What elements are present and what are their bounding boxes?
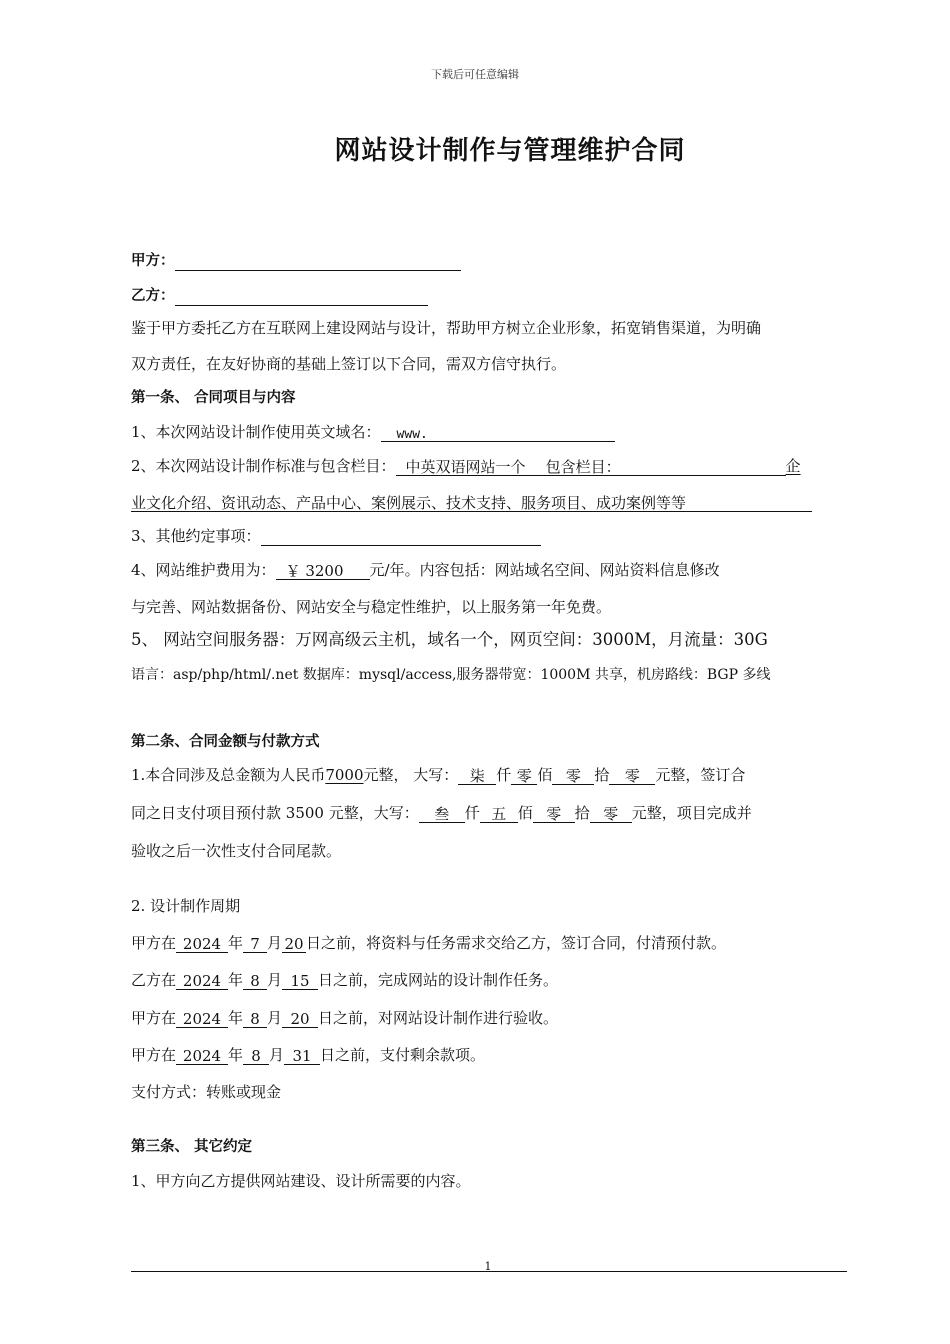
- total-amount: 7000: [325, 766, 364, 784]
- columns-field: [131, 493, 812, 512]
- prepay-tail: 元整，项目完成并: [631, 804, 752, 822]
- article1-item5-line2: 语言：asp/php/html/.net 数据库：mysql/access,服务器带宽：1000M 共享，机房路线：BGP 多线: [131, 667, 771, 683]
- total-digit-2: 零: [511, 766, 537, 785]
- standard-label: 2、本次网站设计制作标准与包含栏目：: [131, 457, 396, 475]
- domain-field: [381, 423, 615, 442]
- schedule-rest: 日之前，对网站设计制作进行验收。: [318, 1009, 559, 1027]
- total-digit-1: 柒: [458, 766, 496, 785]
- columns-first-char: 企: [785, 457, 801, 475]
- article2-p3: 验收之后一次性支付合同尾款。: [131, 842, 342, 860]
- maintenance-content: 元/年。内容包括：网站域名空间、网站资料信息修改: [369, 561, 720, 579]
- standard-value: 中英双语网站一个: [405, 458, 526, 476]
- prepay-digit-3: 零: [533, 804, 575, 823]
- article1-item5-line1: 5、 网站空间服务器：万网高级云主机，域名一个，网页空间：3000M，月流量：30G: [131, 630, 768, 649]
- schedule-rest: 日之前，支付剩余款项。: [320, 1046, 486, 1064]
- month-char: 月: [269, 1046, 285, 1064]
- unit-shi: 拾: [594, 766, 610, 784]
- schedule-year: 2024: [176, 971, 228, 990]
- schedule-month: 8: [243, 1009, 267, 1028]
- total-digit-4: 零: [609, 766, 655, 785]
- year-char: 年: [228, 1046, 244, 1064]
- other-blank: [261, 527, 541, 546]
- party-a-line: [131, 251, 461, 271]
- year-char: 年: [228, 1009, 244, 1027]
- domain-value: www.: [396, 427, 428, 442]
- schedule-row: [131, 933, 726, 953]
- article1-item4-cont: 与完善、网站数据备份、网站安全与稳定性维护，以上服务第一年免费。: [131, 598, 612, 616]
- payment-method: 支付方式：转账或现金: [131, 1083, 282, 1101]
- article1-item2: [131, 456, 801, 476]
- total-tail: 元整，签订合: [655, 766, 746, 784]
- party-b-blank: [175, 287, 428, 306]
- article3-item1: 1、甲方向乙方提供网站建设、设计所需要的内容。: [131, 1172, 471, 1190]
- schedule-year: 2024: [176, 934, 228, 953]
- schedule-month: 8: [243, 971, 267, 990]
- article3-heading: 第三条、 其它约定: [131, 1139, 253, 1155]
- schedule-row: [131, 970, 558, 990]
- schedule-year: 2024: [176, 1009, 228, 1028]
- schedule-party: 甲方在: [131, 1046, 177, 1064]
- article2-p2: [131, 803, 752, 823]
- schedule-party: 甲方在: [131, 934, 177, 952]
- unit-shi-2: 拾: [574, 804, 590, 822]
- maintenance-field: [276, 561, 370, 580]
- schedule-row: [131, 1008, 558, 1028]
- schedule-day: 20: [282, 1009, 318, 1028]
- schedule-party: 甲方在: [131, 1009, 177, 1027]
- schedule-day: 20: [282, 934, 306, 953]
- maintenance-label: 4、网站维护费用为：: [131, 561, 276, 579]
- columns-label: 包含栏目：: [545, 458, 621, 476]
- intro-line-1: 鉴于甲方委托乙方在互联网上建设网站与设计，帮助甲方树立企业形象，拓宽销售渠道，为明确: [131, 319, 762, 337]
- month-char: 月: [267, 934, 283, 952]
- standard-field: [396, 457, 786, 476]
- schedule-day: 15: [282, 971, 318, 990]
- intro-line-2: 双方责任，在友好协商的基础上签订以下合同，需双方信守执行。: [131, 355, 567, 373]
- article1-item2-cont: [131, 492, 812, 512]
- party-b-label: 乙方：: [131, 288, 175, 304]
- article2-p1: [131, 765, 745, 785]
- schedule-party: 乙方在: [131, 971, 177, 989]
- schedule-year: 2024: [176, 1046, 228, 1065]
- unit-bai: 佰: [537, 766, 553, 784]
- article2-heading: 第二条、合同金额与付款方式: [131, 734, 320, 750]
- other-label: 3、其他约定事项：: [131, 527, 261, 545]
- prepay-digit-1: 叁: [419, 804, 465, 823]
- header-note: 下载后可任意编辑: [431, 68, 519, 81]
- schedule-row: [131, 1045, 485, 1065]
- article1-item4: [131, 560, 720, 580]
- unit-bai-2: 佰: [517, 804, 533, 822]
- footer-divider: [131, 1271, 847, 1272]
- total-label: 1.本合同涉及总金额为人民币: [131, 766, 326, 784]
- columns-value: 业文化介绍、资讯动态、产品中心、案例展示、技术支持、服务项目、成功案例等等: [131, 494, 687, 512]
- month-char: 月: [267, 1009, 283, 1027]
- year-char: 年: [228, 971, 244, 989]
- total-caps-label: 元整， 大写：: [363, 766, 459, 784]
- schedule-month: 7: [243, 934, 267, 953]
- page-number: 1: [484, 1260, 492, 1273]
- prepay-digit-2: 五: [480, 804, 518, 823]
- party-a-blank: [175, 252, 461, 271]
- total-digit-3: 零: [552, 766, 594, 785]
- party-b-line: [131, 286, 428, 306]
- prepay-label: 同之日支付项目预付款 3500 元整，大写：: [131, 804, 419, 822]
- schedule-day: 31: [284, 1046, 320, 1065]
- prepay-digit-4: 零: [590, 804, 632, 823]
- month-char: 月: [267, 971, 283, 989]
- maintenance-amount: ￥ 3200: [285, 562, 344, 580]
- party-a-label: 甲方：: [131, 253, 175, 269]
- unit-qian: 仟: [496, 766, 512, 784]
- year-char: 年: [228, 934, 244, 952]
- schedule-rest: 日之前，完成网站的设计制作任务。: [318, 971, 559, 989]
- cycle-heading: 2. 设计制作周期: [131, 897, 241, 915]
- article1-item3: [131, 526, 541, 546]
- article1-item1: [131, 422, 615, 442]
- schedule-rest: 日之前，将资料与任务需求交给乙方，签订合同，付清预付款。: [306, 934, 727, 952]
- domain-label: 1、本次网站设计制作使用英文域名：: [131, 423, 381, 441]
- article1-heading: 第一条、 合同项目与内容: [131, 390, 296, 406]
- schedule-month: 8: [243, 1046, 269, 1065]
- page-title: 网站设计制作与管理维护合同: [334, 136, 686, 166]
- unit-qian-2: 仟: [464, 804, 480, 822]
